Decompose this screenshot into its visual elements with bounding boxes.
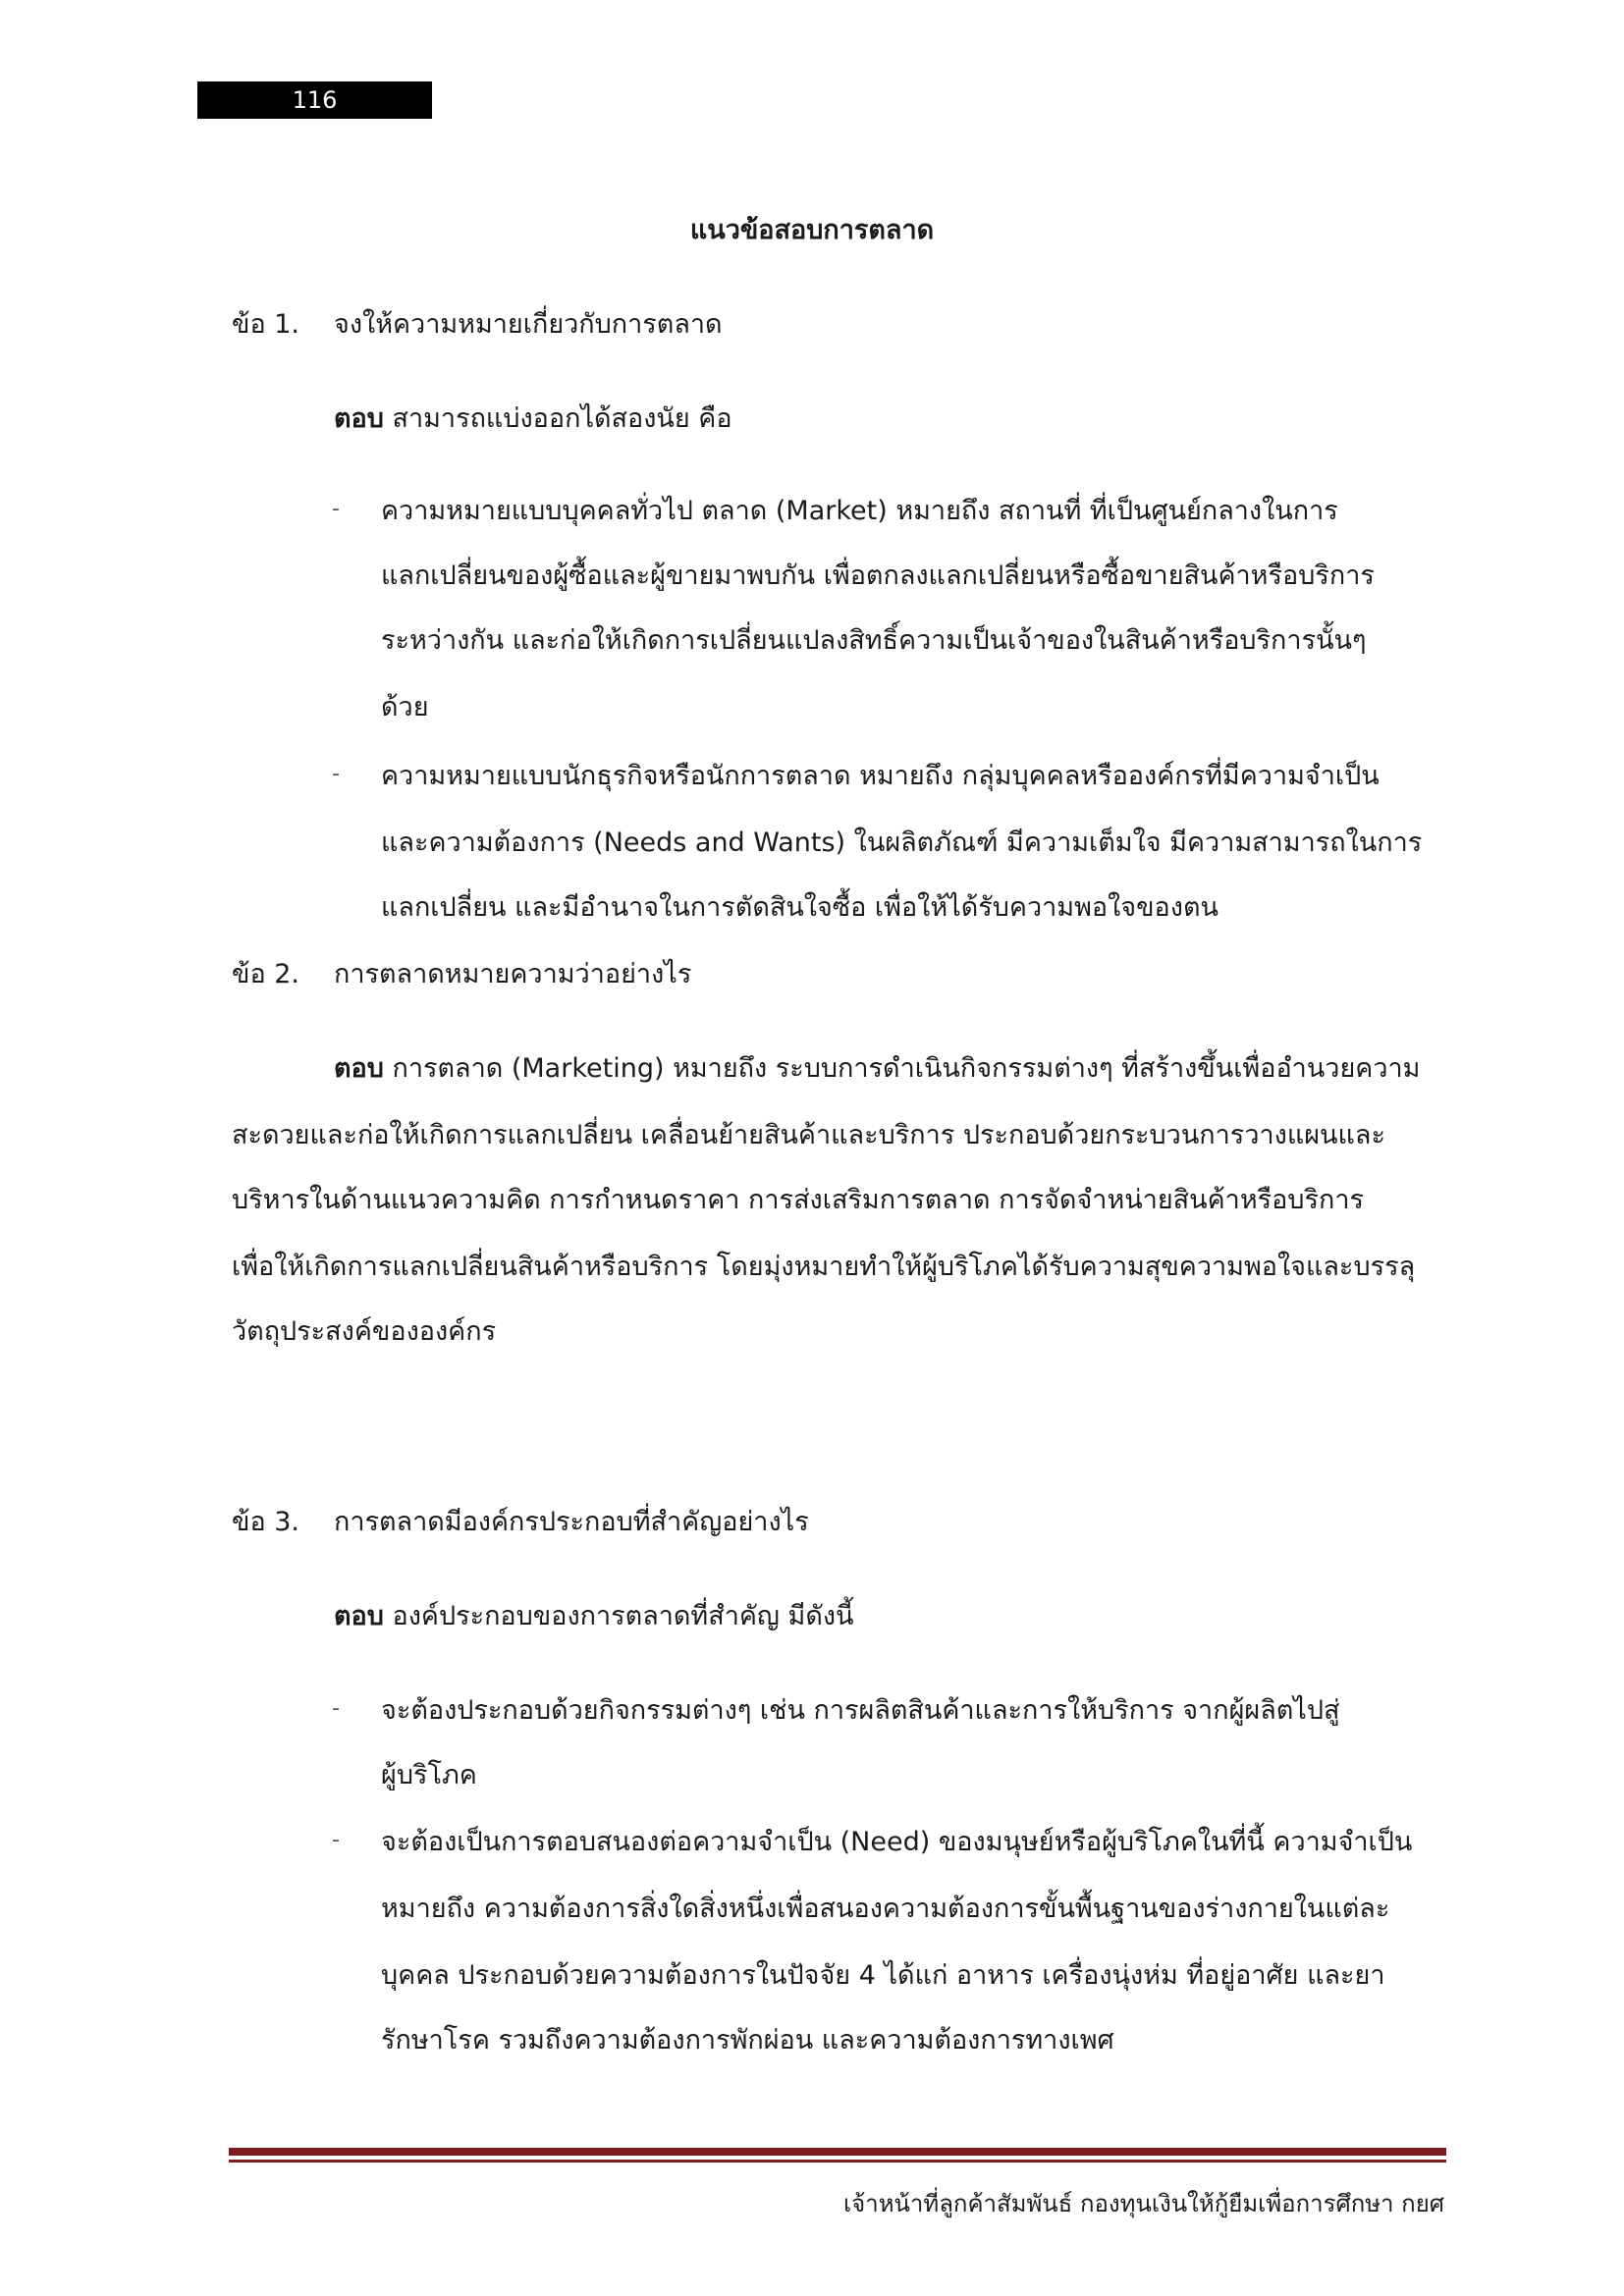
footer-rule	[229, 2148, 1446, 2156]
q3-label: ข้อ 3.	[232, 1507, 300, 1537]
answer-intro-text: สามารถแบ่งออกได้สองนัย คือ	[392, 403, 732, 434]
page-title: แนวข้อสอบการตลาด	[689, 215, 935, 245]
q2-answer-line3: บริหารในด้านแนวความคิด การกำหนดราคา การส่งเสริมการตลาด การจัดจำหน่ายสินค้าหรือบริการ	[232, 1185, 1365, 1215]
bullet-marker: -	[332, 762, 340, 786]
q1-bullet1-line2: แลกเปลี่ยนของผู้ซื้อและผู้ขายมาพบกัน เพื่อตกลงแลกเปลี่ยนหรือซื้อขายสินค้าหรือบริการ	[381, 561, 1375, 591]
q3-question: การตลาดมีองค์กรประกอบที่สำคัญอย่างไร	[334, 1507, 809, 1537]
q2-label: ข้อ 2.	[232, 959, 300, 989]
bullet-marker: -	[332, 1696, 340, 1721]
answer-text: การตลาด (Marketing) หมายถึง ระบบการดำเนินกิจกรรมต่างๆ ที่สร้างขึ้นเพื่ออำนวยความ	[392, 1053, 1421, 1084]
q3-bullet2-line3: บุคคล ประกอบด้วยความต้องการในปัจจัย 4 ได้แก่ อาหาร เครื่องนุ่งห่ม ที่อยู่อาศัย และยา	[381, 1960, 1385, 1991]
q3-bullet1-line2: ผู้บริโภค	[381, 1760, 477, 1790]
q1-bullet1-line3: ระหว่างกัน และก่อให้เกิดการเปลี่ยนแปลงสิทธิ์ความเป็นเจ้าของในสินค้าหรือบริการนั้นๆ	[381, 625, 1367, 656]
answer-label: ตอบ	[334, 1053, 384, 1084]
q1-answer-intro	[334, 397, 732, 439]
q2-answer-line5: วัตถุประสงค์ขององค์กร	[232, 1316, 497, 1347]
q1-bullet2-line1: ความหมายแบบนักธุรกิจหรือนักการตลาด หมายถึง กลุ่มบุคคลหรือองค์กรที่มีความจำเป็น	[381, 761, 1380, 791]
q2-answer-line1	[334, 1046, 1420, 1089]
page-number: 116	[197, 81, 432, 119]
q3-bullet1-line1: จะต้องประกอบด้วยกิจกรรมต่างๆ เช่น การผลิตสินค้าและการให้บริการ จากผู้ผลิตไปสู่	[381, 1695, 1340, 1726]
footer-text: เจ้าหน้าที่ลูกค้าสัมพันธ์ กองทุนเงินให้กู้ยืมเพื่อการศึกษา กยศ	[842, 2190, 1444, 2217]
bullet-marker: -	[332, 1828, 340, 1852]
bullet-marker: -	[332, 497, 340, 521]
q3-bullet2-line1: จะต้องเป็นการตอบสนองต่อความจำเป็น (Need) ของมนุษย์หรือผู้บริโภคในที่นี้ ความจำเป็น	[381, 1827, 1413, 1857]
q1-bullet1-line1: ความหมายแบบบุคคลทั่วไป ตลาด (Market) หมายถึง สถานที่ ที่เป็นศูนย์กลางในการ	[381, 496, 1338, 526]
answer-label: ตอบ	[334, 1601, 384, 1631]
q1-bullet1-line4: ด้วย	[381, 692, 429, 722]
q1-question: จงให้ความหมายเกี่ยวกับการตลาด	[334, 309, 723, 340]
answer-label: ตอบ	[334, 403, 384, 434]
q3-bullet2-line4: รักษาโรค รวมถึงความต้องการพักผ่อน และความต้องการทางเพศ	[381, 2025, 1114, 2056]
q2-question: การตลาดหมายความว่าอย่างไร	[334, 959, 692, 989]
footer-rule-thin	[229, 2160, 1446, 2163]
answer-intro-text: องค์ประกอบของการตลาดที่สำคัญ มีดังนี้	[392, 1601, 854, 1631]
q3-bullet2-line2: หมายถึง ความต้องการสิ่งใดสิ่งหนึ่งเพื่อสนองความต้องการขั้นพื้นฐานของร่างกายในแต่ละ	[381, 1894, 1390, 1924]
q1-label: ข้อ 1.	[232, 309, 300, 340]
q3-answer-intro	[334, 1594, 854, 1636]
q1-bullet2-line2: และความต้องการ (Needs and Wants) ในผลิตภัณฑ์ มีความเต็มใจ มีความสามารถในการ	[381, 828, 1423, 858]
q1-bullet2-line3: แลกเปลี่ยน และมีอำนาจในการตัดสินใจซื้อ เพื่อให้ได้รับความพอใจของตน	[381, 892, 1218, 923]
q2-answer-line2: สะดวยและก่อให้เกิดการแลกเปลี่ยน เคลื่อนย้ายสินค้าและบริการ ประกอบด้วยกระบวนการวางแผนและ	[232, 1120, 1385, 1150]
q2-answer-line4: เพื่อให้เกิดการแลกเปลี่ยนสินค้าหรือบริการ โดยมุ่งหมายทำให้ผู้บริโภคได้รับความสุขความพอใจและบรรลุ	[232, 1252, 1416, 1282]
